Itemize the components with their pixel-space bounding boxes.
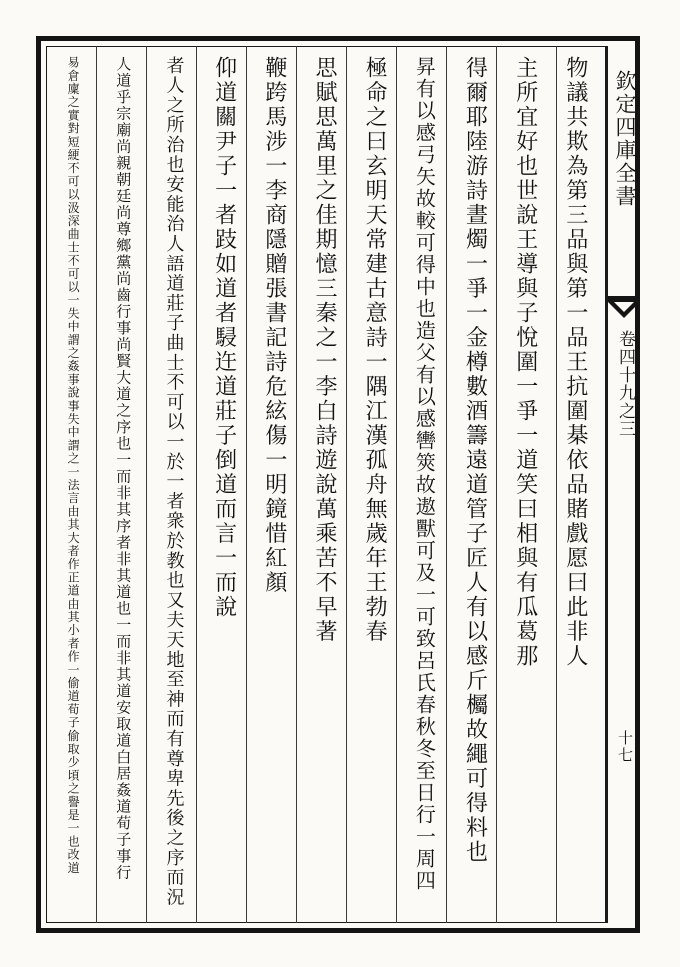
text-column [108, 56, 138, 918]
fold-line [606, 46, 608, 923]
text-column [158, 56, 188, 918]
column-rule [146, 46, 147, 923]
text-segment: 以一於一者衆於教也又夫天地至神而有尊卑先後之序而況 [163, 412, 185, 908]
text-segment: 言由其大者作正道由其小者作一偷道荀子偷取少頃 [66, 491, 81, 783]
text-column [359, 56, 389, 918]
column-rule [446, 46, 447, 923]
text-segment: 主所宜好也世說王導與子悅圍一爭一道笑曰相與有瓜葛那 [512, 56, 538, 669]
text-segment: 失中謂之姦事說事失中謂之一法 [66, 306, 81, 492]
text-segment: 以感轡筴故遨獸可及一可致呂氏春秋冬至日行一周四 [412, 386, 437, 892]
text-column [209, 56, 239, 918]
text-segment: 人道乎宗廟尚親朝廷尚尊鄉黨尚齒行事尚賢大道之序也 [114, 56, 133, 452]
text-segment: 者人之所治也安能治人語道莊子曲 [163, 56, 185, 353]
text-segment: 易倉廩之實對短綆不可以汲深曲士不可以一 [66, 56, 81, 307]
page-number: 十七 [616, 730, 634, 764]
column-rule [346, 46, 347, 923]
fishtail-ornament-icon [608, 296, 640, 326]
column-rule [96, 46, 97, 923]
text-column [409, 56, 439, 918]
column-rule [246, 46, 247, 923]
text-column [560, 56, 590, 918]
text-column [460, 56, 490, 918]
text-column [259, 56, 289, 918]
text-segment: 物議共欺為第三品與第一品王抗圍棊依品賭戲愿曰此非人 [562, 56, 588, 669]
text-segment: 極命之曰玄明天常建古意詩一隅江漢孤舟無歲年王勃春 [362, 56, 388, 644]
text-column [58, 56, 88, 918]
text-column [510, 56, 540, 918]
text-segment: 昇有以感弓矢故較可得中也造父有 [412, 56, 437, 386]
text-segment: 一而非其序者非其道也一而非其道安取道白居姦道荀子事 [114, 452, 133, 865]
text-segment: 跂如道者駸迕道莊子倒道而言一而說 [211, 227, 237, 620]
column-rule [556, 46, 557, 923]
book-title: 欽定四庫全書 [613, 70, 637, 208]
volume-number: 卷四十九之三 [615, 330, 635, 438]
column-rule [396, 46, 397, 923]
text-segment: 鞭跨馬涉一李商隱贈張書記詩危絃傷一明鏡惜紅顏 [261, 56, 287, 595]
text-column [309, 56, 339, 918]
text-segment: 仰道關尹子一者 [211, 56, 237, 228]
column-rule [496, 46, 497, 923]
text-segment: 之譽是一也改道 [66, 782, 81, 875]
column-rule [296, 46, 297, 923]
text-segment: 士不可 [163, 353, 185, 413]
text-segment: 思賦思萬里之佳期憶三秦之一李白詩遊說萬乘苦不早著 [312, 56, 337, 644]
text-segment: 行 [114, 864, 133, 881]
column-rule [196, 46, 197, 923]
text-segment: 得爾耶陸游詩晝燭一爭一金樽數酒籌遠道管子匠人有以感斤欘故繩可得料也 [462, 56, 488, 865]
